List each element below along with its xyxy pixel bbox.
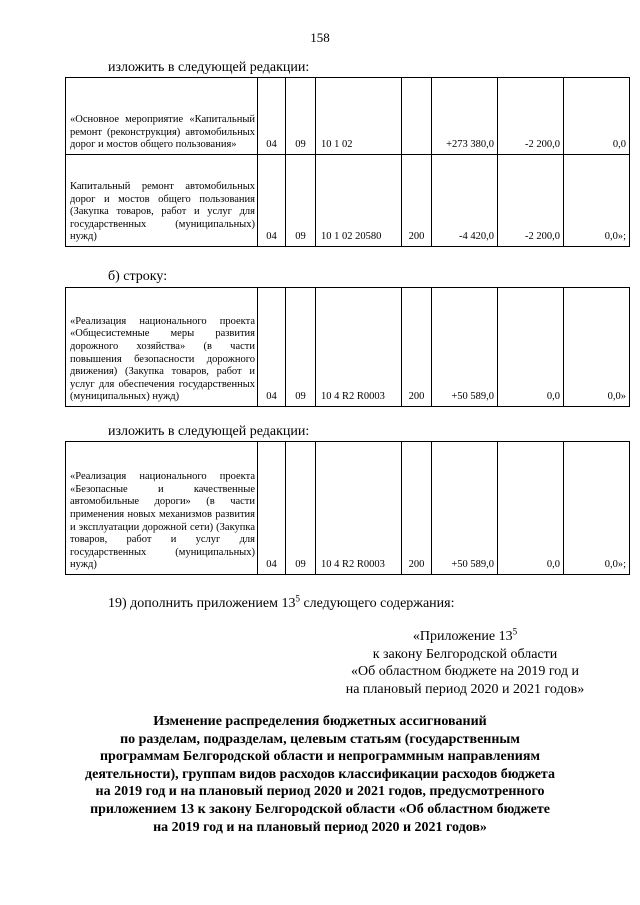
expense-type-cell: 200 [402,288,432,407]
appendix-line-3: «Об областном бюджете на 2019 год и [351,664,579,679]
title-line: Изменение распределения бюджетных ассигнований [153,714,487,729]
appendix-line-2: к закону Белгородской области [372,646,558,662]
appendix-line-4: на плановый период 2020 и 2021 годов» [345,681,585,697]
title-line: приложением 13 к закону Белгородской области «Об областном бюджете [90,801,550,817]
budget-table-1 [65,77,630,247]
amount-2020-cell: 0,0 [498,442,564,575]
document-title [40,713,600,836]
razdel-cell: 04 [258,288,286,407]
expense-type-cell [402,78,432,155]
podrazdel-cell: 09 [286,442,316,575]
item-19-superscript: 5 [295,593,300,604]
row-description: «Реализация национального проекта «Общесистемные меры развития дорожного хозяйства» (в части повышения безопасности дорожного движения) (Закупка товаров, работ и услуг для обеспечения государственных (муниципальных) нужд) [66,288,258,407]
amount-2021-cell: 0,0» [564,288,630,407]
budget-table-2 [65,287,630,407]
appendix-title: «Приложение 13 [412,629,513,644]
target-article-cell: 10 4 R2 R0003 [316,288,402,407]
section-2-heading: б) строку: [108,269,168,284]
page-number: 158 [310,30,330,45]
podrazdel-cell: 09 [286,288,316,407]
razdel-cell: 04 [258,442,286,575]
target-article-cell: 10 4 R2 R0003 [316,442,402,575]
amount-2021-cell: 0,0»; [564,442,630,575]
amount-2021-cell: 0,0 [564,78,630,155]
title-line: по разделам, подразделам, целевым статьям (государственным [120,731,520,747]
target-article-cell: 10 1 02 20580 [316,155,402,247]
amount-2021-cell: 0,0»; [564,155,630,247]
table-row [66,288,630,407]
title-line: на 2019 год и на плановый период 2020 и 2021 годов, предусмотренного [95,784,545,800]
amount-2020-cell: 0,0 [498,288,564,407]
row-description: Капитальный ремонт автомобильных дорог и мостов общего пользования (Закупка товаров, работ и услуг для государственных (муниципальных) нужд) [66,155,258,247]
appendix-line-1 [330,628,600,646]
amount-2020-cell: -2 200,0 [498,155,564,247]
title-line: программам Белгородской области и непрограммным направлениям [99,749,540,765]
amount-2019-cell: +50 589,0 [432,288,498,407]
podrazdel-cell: 09 [286,155,316,247]
title-line: на 2019 год и на плановый период 2020 и 2021 годов» [153,819,487,835]
target-article-cell: 10 1 02 [316,78,402,155]
item-19-text: 19) дополнить приложением 13 [108,596,296,611]
appendix-superscript: 5 [512,626,518,637]
amount-2019-cell: +50 589,0 [432,442,498,575]
section-1-heading: изложить в следующей редакции: [108,60,310,75]
amount-2020-cell: -2 200,0 [498,78,564,155]
table-row [66,155,630,247]
amount-2019-cell: -4 420,0 [432,155,498,247]
razdel-cell: 04 [258,78,286,155]
item-19-paragraph [108,593,455,612]
section-3-heading: изложить в следующей редакции: [108,424,310,439]
podrazdel-cell: 09 [286,78,316,155]
razdel-cell: 04 [258,155,286,247]
title-line: деятельности), группам видов расходов классификации расходов бюджета [85,766,555,782]
expense-type-cell: 200 [402,155,432,247]
item-19-text-end: следующего содержания: [299,596,455,611]
appendix-header [330,628,600,698]
amount-2019-cell: +273 380,0 [432,78,498,155]
table-row [66,78,630,155]
expense-type-cell: 200 [402,442,432,575]
row-description: «Реализация национального проекта «Безопасные и качественные автомобильные дороги» (в части применения новых механизмов развития и эксплуатации дорожной сети) (Закупка товаров, работ и услуг для государственных (муниципальных) нужд) [66,442,258,575]
budget-table-3 [65,441,630,575]
row-description: «Основное мероприятие «Капитальный ремонт (реконструкция) автомобильных дорог и мостов общего пользования» [66,78,258,155]
table-row [66,442,630,575]
